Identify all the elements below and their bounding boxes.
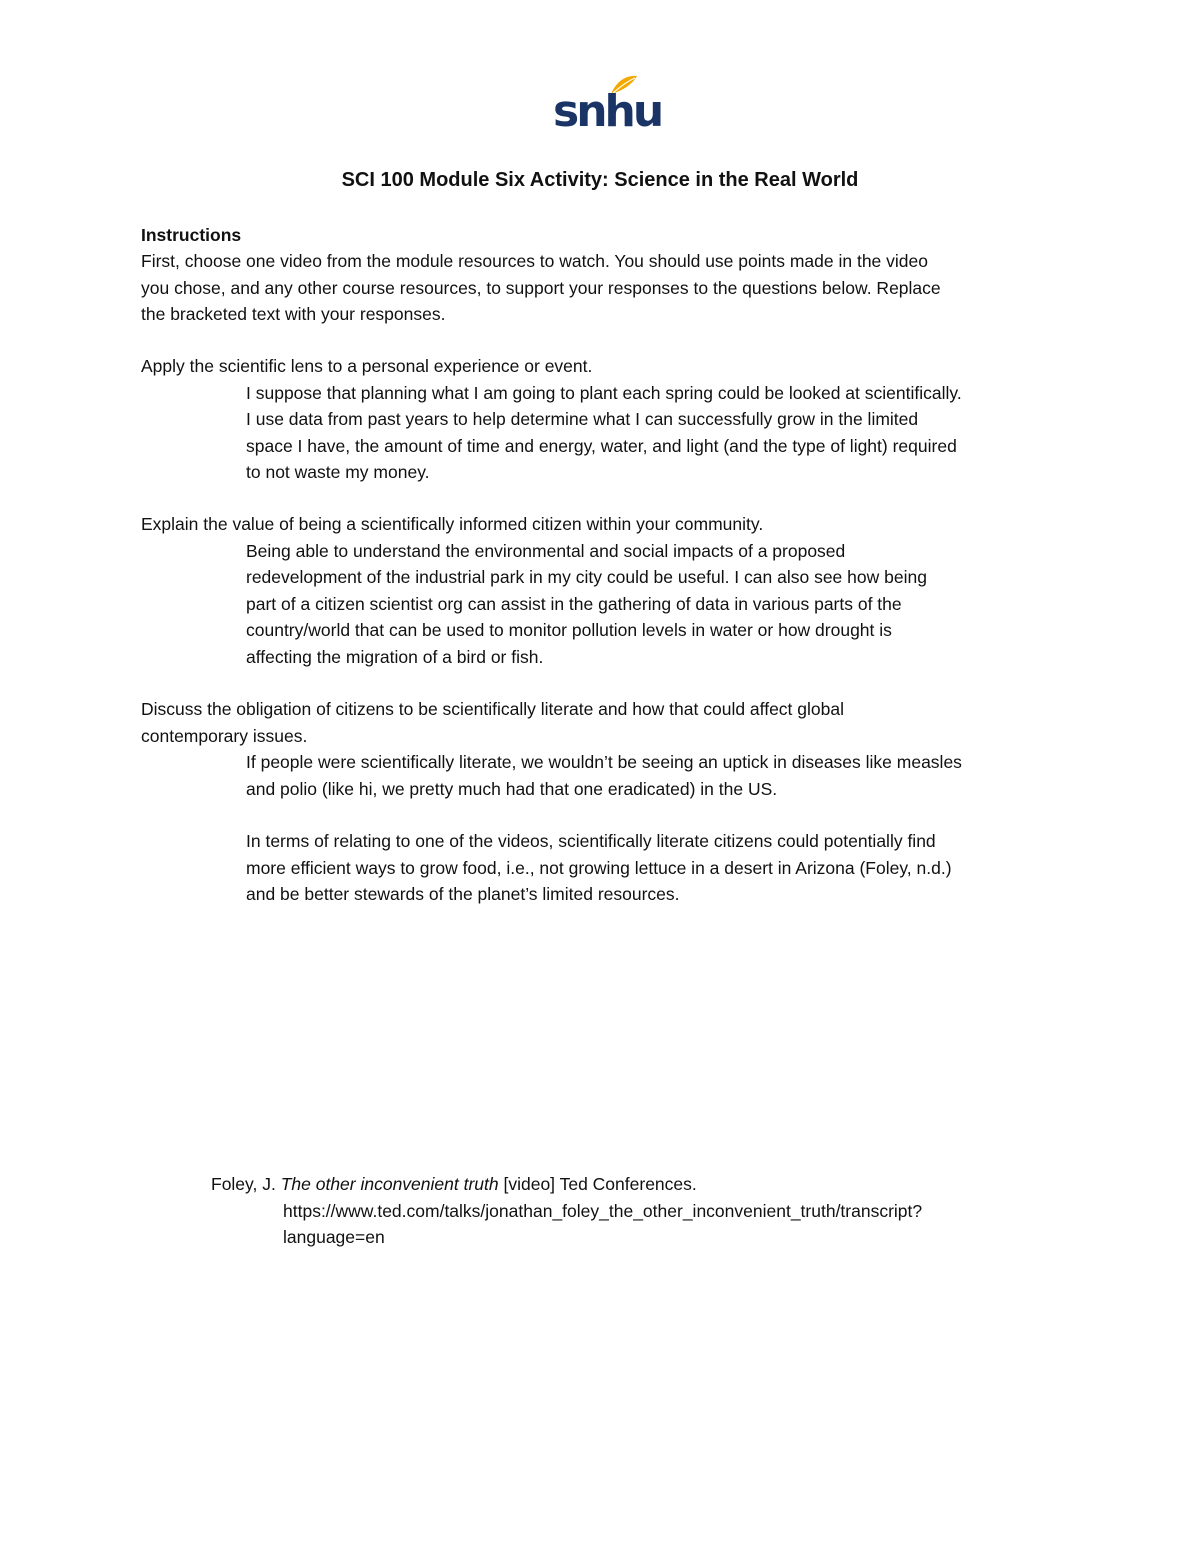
answer-line: Being able to understand the environmental and social impacts of a proposed (246, 541, 846, 561)
reference-author: Foley, J. (211, 1174, 281, 1194)
question-prompt: Explain the value of being a scientifically informed citizen within your community. (141, 514, 764, 534)
snhu-logo (553, 74, 662, 137)
reference-rest: [video] Ted Conferences. (498, 1174, 697, 1194)
answer-line: I use data from past years to help determine what I can successfully grow in the limited (246, 409, 919, 429)
answer-line: affecting the migration of a bird or fish. (246, 646, 544, 667)
answer-line: I suppose that planning what I am going to plant each spring could be looked at scientifically. (246, 383, 962, 403)
instructions-line: you chose, and any other course resources, to support your responses to the questions below. Replace (141, 277, 941, 298)
answer-line: redevelopment of the industrial park in my city could be useful. I can also see how being (246, 567, 927, 587)
answer-line: and polio (like hi, we pretty much had that one eradicated) in the US. (246, 778, 778, 799)
answer-line: country/world that can be used to monitor pollution levels in water or how drought is (246, 620, 892, 640)
answer-line: If people were scientifically literate, we wouldn’t be seeing an uptick in diseases like measles (246, 752, 962, 772)
answer-line: and be better stewards of the planet’s limited resources. (246, 884, 680, 904)
reference-entry (211, 1171, 697, 1198)
answer-line: to not waste my money. (246, 462, 430, 482)
answer-line: more efficient ways to grow food, i.e., not growing lettuce in a desert in Arizona (Foley, n.d.) (246, 857, 952, 878)
reference-title: The other inconvenient truth (280, 1174, 499, 1194)
question-prompt: Discuss the obligation of citizens to be scientifically literate and how that could affect global (141, 699, 844, 719)
instructions-line: the bracketed text with your responses. (141, 304, 446, 324)
instructions-heading: Instructions (141, 225, 242, 245)
page-title: SCI 100 Module Six Activity: Science in the Real World (341, 169, 859, 191)
answer-line: In terms of relating to one of the videos, scientifically literate citizens could potentially find (246, 831, 936, 851)
question-prompt: contemporary issues. (141, 725, 308, 746)
reference-url-continued[interactable]: language=en (283, 1227, 385, 1247)
instructions-line: First, choose one video from the module resources to watch. You should use points made in the video (141, 251, 928, 271)
question-prompt: Apply the scientific lens to a personal experience or event. (141, 356, 593, 376)
answer-line: space I have, the amount of time and energy, water, and light (and the type of light) required (246, 435, 957, 456)
answer-line: part of a citizen scientist org can assist in the gathering of data in various parts of the (246, 593, 902, 614)
reference-url[interactable]: https://www.ted.com/talks/jonathan_foley_the_other_inconvenient_truth/transcript? (283, 1200, 923, 1221)
logo-wordmark: snhu (553, 86, 662, 137)
